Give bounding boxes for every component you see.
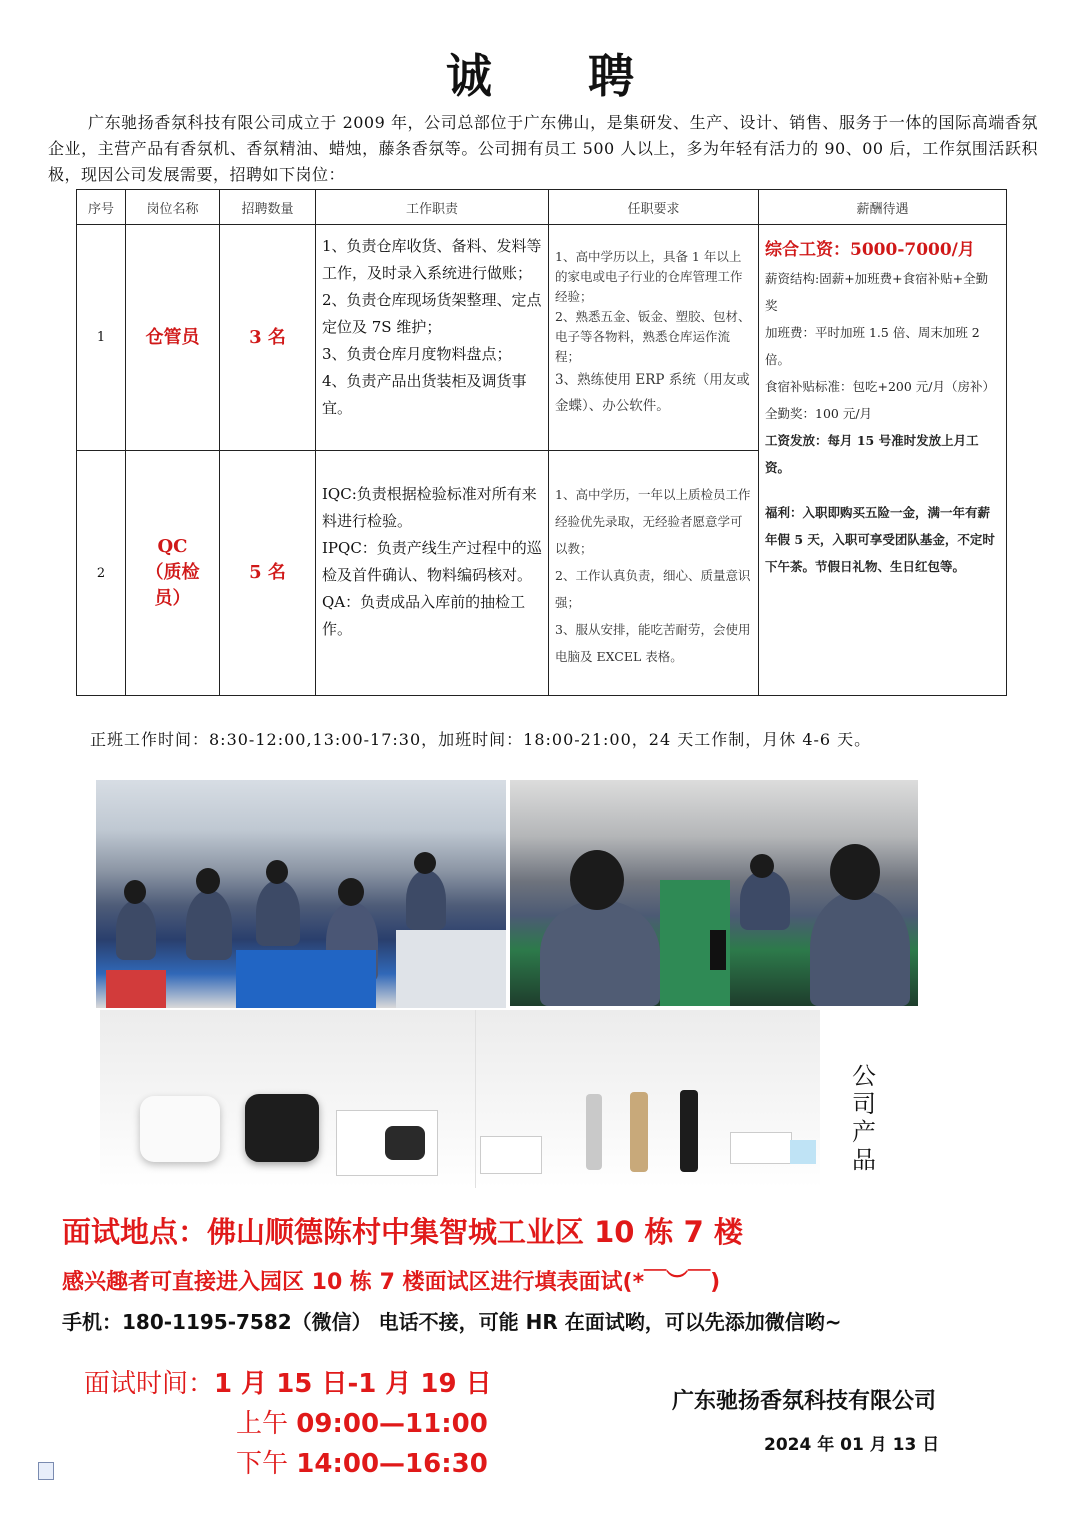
duty-item: 1、负责仓库收货、备料、发料等工作，及时录入系统进行做账； (322, 237, 542, 282)
pm-time: 14:00—16:30 (296, 1449, 488, 1479)
product-photo (100, 1010, 820, 1188)
issue-date: 2024 年 01 月 13 日 (764, 1435, 940, 1455)
duty-item: 3、负责仓库月度物料盘点； (322, 345, 512, 363)
overtime-pay: 加班费：平时加班 1.5 倍、周末加班 2 倍。 (765, 325, 980, 367)
row-count: 3 名 (220, 225, 316, 451)
duty-item: IPQC：负责产线生产过程中的巡检及首件确认、物料编码核对。 (322, 539, 542, 584)
document-icon (38, 1462, 54, 1480)
interview-time (84, 1364, 492, 1484)
header-no: 序号 (77, 190, 126, 225)
row-count: 5 名 (220, 451, 316, 696)
am-label: 上午 (236, 1409, 289, 1439)
work-time: 正班工作时间：8:30-12:00,13:00-17:30，加班时间：18:00-21:00，24 天工作制，月休 4-6 天。 (90, 730, 872, 749)
requirement-item: 3、熟练使用 ERP 系统（用友或金蝶）、办公软件。 (555, 372, 750, 414)
pm-label: 下午 (236, 1449, 289, 1479)
table-row (77, 225, 1007, 451)
phone-line: 手机：180-1195-7582（微信） 电话不接，可能 HR 在面试哟，可以先添加微信哟~ (62, 1310, 842, 1334)
am-time: 09:00—11:00 (296, 1409, 488, 1439)
requirement-item: 1、高中学历，一年以上质检员工作经验优先录取，无经验者愿意学可以教； (555, 487, 751, 556)
requirement-item: 3、服从安排，能吃苦耐劳，会使用电脑及 EXCEL 表格。 (555, 622, 751, 664)
page-title: 诚 聘 (445, 49, 674, 103)
header-requirements: 任职要求 (549, 190, 759, 225)
salary-structure: 薪资结构:固薪+加班费+食宿补贴+全勤奖 (765, 271, 989, 313)
products-label: 公司产品 (852, 1062, 876, 1174)
requirement-item: 2、熟悉五金、钣金、塑胶、包材、电子等各物料，熟悉仓库运作流程； (555, 309, 751, 364)
requirement-item: 1、高中学历以上，具备 1 年以上的家电或电子行业的仓库管理工作经验； (555, 249, 743, 304)
benefits: 福利：入职即购买五险一金，满一年有薪年假 5 天，入职可享受团队基金，不定时下午茶。节假日礼物、生日红包等。 (765, 505, 995, 574)
factory-photo-2 (510, 780, 918, 1006)
company-intro: 广东驰扬香氛科技有限公司成立于 2009 年，公司总部位于广东佛山，是集研发、生产、设计、销售、服务于一体的国际高端香氛企业，主营产品有香氛机、香氛精油、蜡烛，藤条香氛等。公司拥有员工 500 人以上，多为年轻有活力的 90、00 后，工作氛围活跃积极，现因公司发展需要，招聘如下岗位： (48, 113, 1038, 184)
header-duties: 工作职责 (316, 190, 549, 225)
duty-item: 2、负责仓库现场货架整理、定点定位及 7S 维护； (322, 291, 542, 336)
interview-dates: 1 月 15 日-1 月 19 日 (214, 1369, 492, 1399)
table-header-row (77, 190, 1007, 225)
payday: 工资发放：每月 15 号准时发放上月工资。 (765, 433, 979, 475)
header-position: 岗位名称 (126, 190, 220, 225)
row-duties (316, 225, 549, 451)
duty-item: QA：负责成品入库前的抽检工作。 (322, 593, 526, 638)
interview-time-label: 面试时间： (84, 1369, 215, 1399)
row-requirements (549, 451, 759, 696)
company-name: 广东驰扬香氛科技有限公司 (672, 1389, 937, 1414)
pay-cell (759, 225, 1007, 696)
row-position: QC（质检员） (126, 451, 220, 696)
row-no: 2 (77, 451, 126, 696)
row-duties (316, 451, 549, 696)
row-no: 1 (77, 225, 126, 451)
row-position: 仓管员 (126, 225, 220, 451)
row-requirements (549, 225, 759, 451)
attendance-bonus: 全勤奖：100 元/月 (765, 406, 873, 421)
job-table (76, 189, 1007, 696)
meal-allowance: 食宿补贴标准：包吃+200 元/月（房补） (765, 379, 996, 394)
duty-item: IQC:负责根据检验标准对所有来料进行检验。 (322, 485, 537, 530)
duty-item: 4、负责产品出货装柜及调货事宜。 (322, 372, 527, 417)
requirement-item: 2、工作认真负责，细心、质量意识强； (555, 568, 751, 610)
interest-line: 感兴趣者可直接进入园区 10 栋 7 楼面试区进行填表面试(*￣︶￣) (62, 1270, 721, 1295)
factory-photo-1 (96, 780, 506, 1008)
header-count: 招聘数量 (220, 190, 316, 225)
salary-range: 综合工资：5000-7000/月 (765, 240, 975, 260)
interview-location: 面试地点：佛山顺德陈村中集智城工业区 10 栋 7 楼 (62, 1215, 743, 1249)
header-pay: 薪酬待遇 (759, 190, 1007, 225)
